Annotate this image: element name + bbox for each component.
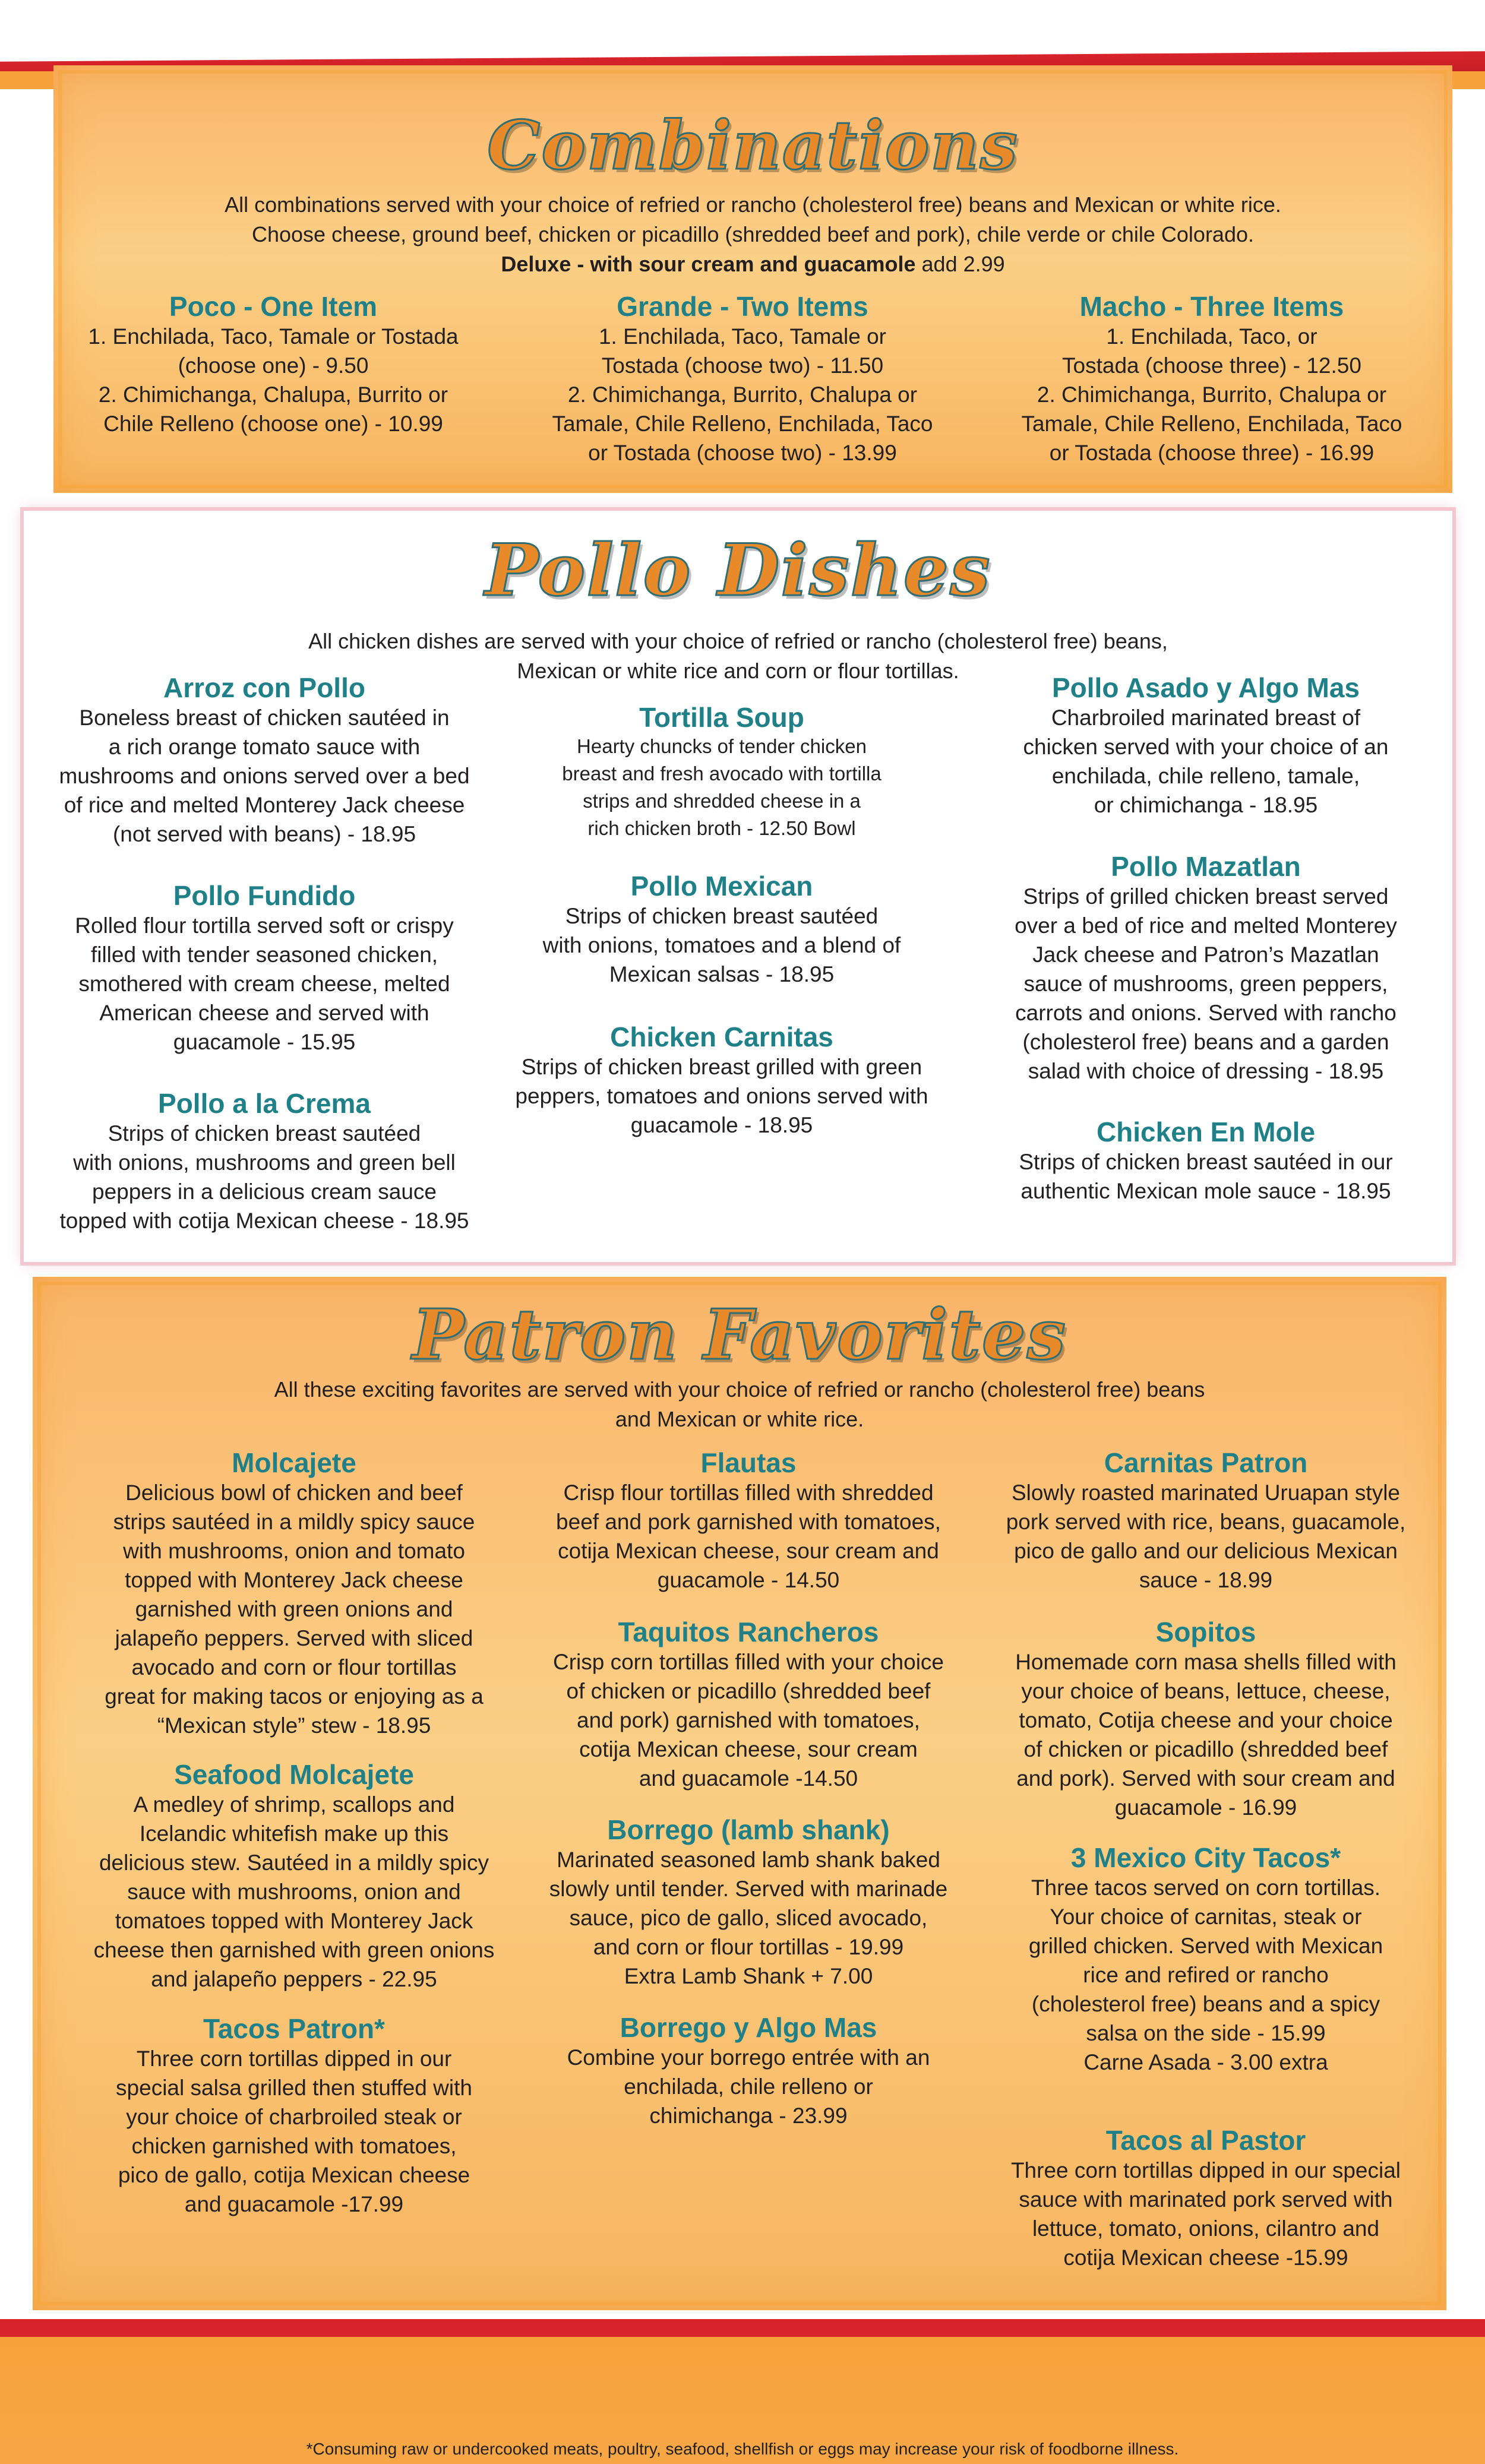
- item-title: Chicken En Mole: [1096, 1116, 1316, 1147]
- item-title: Macho - Three Items: [1079, 291, 1344, 322]
- item-desc: Extra Lamb Shank + 7.00: [624, 1964, 873, 1988]
- item-desc: Tostada (choose three) - 12.50: [1062, 353, 1361, 378]
- item-title: Grande - Two Items: [617, 291, 868, 322]
- favorites-title: Patron Favorites: [412, 1295, 1067, 1375]
- item-title: Seafood Molcajete: [174, 1759, 414, 1790]
- item-desc: garnished with green onions and: [135, 1597, 453, 1621]
- item-desc: Three corn tortillas dipped in our: [136, 2047, 452, 2071]
- item-desc: cotija Mexican cheese -15.99: [1063, 2245, 1348, 2270]
- item-desc: A medley of shrimp, scallops and: [133, 1792, 455, 1817]
- item-desc: Strips of chicken breast sautéed: [565, 904, 879, 928]
- item-desc: Boneless breast of chicken sautéed in: [79, 706, 450, 730]
- item-desc: great for making tacos or enjoying as a: [105, 1684, 484, 1709]
- item-title: Pollo Fundido: [173, 880, 356, 911]
- item-desc: grilled chicken. Served with Mexican: [1028, 1934, 1383, 1958]
- item-desc: avocado and corn or flour tortillas: [131, 1655, 457, 1679]
- menu-item-flautas: [523, 1447, 974, 1595]
- menu-item-pollo-mazatlan: [974, 851, 1437, 1086]
- menu-item-tacos-patron: [48, 2013, 541, 2219]
- item-desc: or Tostada (choose two) - 13.99: [588, 441, 897, 465]
- item-desc: 1. Enchilada, Taco, Tamale or: [598, 324, 887, 349]
- menu-item-pollo-asado: [974, 672, 1437, 820]
- item-desc: 1. Enchilada, Taco, Tamale or Tostada: [88, 324, 459, 349]
- item-desc: Marinated seasoned lamb shank baked: [557, 1848, 940, 1872]
- item-desc: chicken garnished with tomatoes,: [131, 2134, 457, 2158]
- foodborne-illness-footnote: *Consuming raw or undercooked meats, poultry, seafood, shellfish or eggs may increase your risk of foodborne illness.: [306, 2440, 1179, 2458]
- menu-item-carnitas-patron: [974, 1447, 1437, 1595]
- item-desc: rice and refired or rancho: [1083, 1963, 1329, 1987]
- item-desc: (not served with beans) - 18.95: [112, 822, 416, 846]
- item-title: Pollo Mexican: [630, 871, 813, 902]
- menu-item-grande: [517, 291, 968, 467]
- item-desc: “Mexican style” stew - 18.95: [157, 1713, 431, 1738]
- item-desc: 1. Enchilada, Taco, or: [1106, 324, 1317, 349]
- menu-item-molcajete: [48, 1447, 541, 1740]
- menu-item-poco: [65, 291, 481, 438]
- item-desc: beef and pork garnished with tomatoes,: [556, 1510, 941, 1534]
- item-desc: with mushrooms, onion and tomato: [123, 1539, 465, 1563]
- combinations-deluxe: [53, 249, 1452, 279]
- item-desc: Strips of grilled chicken breast served: [1023, 884, 1389, 909]
- item-desc: sauce with mushrooms, onion and: [127, 1880, 461, 1904]
- item-desc: (choose one) - 9.50: [178, 353, 369, 378]
- item-title: Sopitos: [1155, 1617, 1256, 1647]
- item-desc: and guacamole -14.50: [639, 1766, 858, 1791]
- item-desc: Icelandic whitefish make up this: [139, 1821, 449, 1846]
- menu-item-chicken-en-mole: [974, 1116, 1437, 1206]
- item-desc: your choice of charbroiled steak or: [126, 2105, 462, 2129]
- item-desc: 2. Chimichanga, Burrito, Chalupa or: [1037, 382, 1387, 407]
- item-desc: Homemade corn masa shells filled with: [1015, 1650, 1396, 1674]
- item-desc: of rice and melted Monterey Jack cheese: [64, 793, 465, 817]
- item-desc: filled with tender seasoned chicken,: [90, 942, 438, 967]
- item-title: Tacos Patron*: [203, 2013, 385, 2044]
- menu-item-tacos-al-pastor: [974, 2125, 1437, 2272]
- item-title: Borrego y Algo Mas: [620, 2012, 877, 2043]
- item-title: Molcajete: [232, 1447, 356, 1478]
- item-desc: Tostada (choose two) - 11.50: [601, 353, 884, 378]
- menu-item-pollo-a-la-crema: [30, 1088, 499, 1235]
- item-title: Tacos al Pastor: [1105, 2125, 1306, 2156]
- item-desc: Tamale, Chile Relleno, Enchilada, Taco: [552, 412, 933, 436]
- favorites-intro-line1: All these exciting favorites are served with your choice of refried or rancho (cholesterol free) beans: [274, 1377, 1205, 1402]
- menu-item-borrego: [523, 1814, 974, 1991]
- item-desc: a rich orange tomato sauce with: [108, 735, 421, 759]
- item-desc: pico de gallo, cotija Mexican cheese: [118, 2163, 470, 2187]
- item-desc: Your choice of carnitas, steak or: [1050, 1905, 1362, 1929]
- menu-item-pollo-mexican: [511, 871, 933, 989]
- item-desc: guacamole - 14.50: [657, 1568, 840, 1592]
- menu-item-chicken-carnitas: [493, 1021, 950, 1140]
- item-desc: enchilada, chile relleno, tamale,: [1051, 764, 1360, 788]
- menu-item-arroz-con-pollo: [30, 672, 499, 849]
- item-desc: Three corn tortillas dipped in our special: [1010, 2158, 1401, 2183]
- item-desc: guacamole - 15.95: [173, 1030, 356, 1054]
- menu-item-mexico-city-tacos: [974, 1842, 1437, 2077]
- item-desc: of chicken or picadillo (shredded beef: [566, 1679, 931, 1703]
- item-desc: with onions, tomatoes and a blend of: [542, 933, 901, 957]
- item-desc: chimichanga - 23.99: [649, 2104, 848, 2128]
- menu-item-borrego-y-algo-mas: [523, 2012, 974, 2130]
- menu-item-macho: [986, 291, 1437, 467]
- item-desc: or chimichanga - 18.95: [1094, 793, 1318, 817]
- item-title: Pollo Mazatlan: [1111, 851, 1301, 882]
- item-title: Pollo Asado y Algo Mas: [1052, 672, 1360, 703]
- combinations-title: Combinations: [487, 107, 1019, 185]
- item-desc: Strips of chicken breast sautéed in our: [1019, 1150, 1393, 1174]
- item-desc: topped with cotija Mexican cheese - 18.95: [59, 1209, 469, 1233]
- menu-item-sopitos: [974, 1617, 1437, 1822]
- item-desc: cotija Mexican cheese, sour cream and: [558, 1539, 939, 1563]
- item-desc: and guacamole -17.99: [184, 2192, 404, 2216]
- item-title: Pollo a la Crema: [158, 1088, 371, 1119]
- item-desc: smothered with cream cheese, melted: [78, 972, 450, 996]
- item-desc: mushrooms and onions served over a bed: [59, 764, 470, 788]
- item-desc: Tamale, Chile Relleno, Enchilada, Taco: [1021, 412, 1402, 436]
- item-title: Borrego (lamb shank): [607, 1814, 890, 1845]
- item-title: Taquitos Rancheros: [618, 1617, 879, 1647]
- item-desc: and pork). Served with sour cream and: [1016, 1766, 1395, 1791]
- item-desc: and pork) garnished with tomatoes,: [577, 1708, 920, 1732]
- item-desc: cotija Mexican cheese, sour cream: [579, 1737, 918, 1761]
- item-desc: topped with Monterey Jack cheese: [125, 1568, 463, 1592]
- item-desc: sauce, pico de gallo, sliced avocado,: [569, 1906, 928, 1930]
- item-title: Chicken Carnitas: [610, 1021, 833, 1052]
- item-desc: Carne Asada - 3.00 extra: [1083, 2050, 1328, 2074]
- item-desc: Mexican salsas - 18.95: [609, 962, 835, 986]
- item-desc: Hearty chuncks of tender chicken: [577, 735, 867, 757]
- item-desc: Rolled flour tortilla served soft or crispy: [75, 913, 454, 938]
- item-desc: sauce with marinated pork served with: [1019, 2187, 1393, 2212]
- item-desc: Slowly roasted marinated Uruapan style: [1012, 1481, 1400, 1505]
- item-title: Arroz con Pollo: [163, 672, 365, 703]
- item-desc: sauce - 18.99: [1139, 1568, 1273, 1592]
- item-desc: breast and fresh avocado with tortilla: [562, 763, 881, 785]
- menu-item-tortilla-soup: [511, 702, 933, 842]
- item-desc: strips and shredded cheese in a: [583, 790, 861, 812]
- item-desc: salad with choice of dressing - 18.95: [1028, 1059, 1384, 1083]
- item-desc: special salsa grilled then stuffed with: [116, 2076, 472, 2100]
- item-desc: (cholesterol free) beans and a spicy: [1031, 1992, 1380, 2016]
- item-title: Tortilla Soup: [639, 702, 804, 733]
- item-desc: (cholesterol free) beans and a garden: [1022, 1030, 1389, 1054]
- deluxe-label: Deluxe - with sour cream and guacamole: [501, 252, 916, 276]
- bottom-red-stripe: [0, 2319, 1485, 2337]
- item-desc: pico de gallo and our delicious Mexican: [1014, 1539, 1398, 1563]
- item-desc: lettuce, tomato, onions, cilantro and: [1032, 2216, 1380, 2241]
- item-desc: chicken served with your choice of an: [1023, 735, 1389, 759]
- favorites-intro-line2: and Mexican or white rice.: [615, 1407, 864, 1431]
- item-desc: guacamole - 16.99: [1114, 1795, 1297, 1820]
- item-title: Carnitas Patron: [1104, 1447, 1308, 1478]
- favorites-intro: [33, 1375, 1446, 1434]
- combinations-intro-line2: Choose cheese, ground beef, chicken or picadillo (shredded beef and pork), chile verde or chile Colorado.: [251, 222, 1254, 246]
- item-desc: Crisp flour tortillas filled with shredded: [563, 1481, 934, 1505]
- combinations-intro-line1: All combinations served with your choice of refried or rancho (cholesterol free) beans and Mexican or white rice.: [225, 192, 1281, 217]
- item-desc: American cheese and served with: [99, 1001, 429, 1025]
- item-desc: 2. Chimichanga, Chalupa, Burrito or: [98, 382, 448, 407]
- item-desc: your choice of beans, lettuce, cheese,: [1021, 1679, 1391, 1703]
- item-desc: enchilada, chile relleno or: [624, 2074, 873, 2099]
- item-desc: and jalapeño peppers - 22.95: [151, 1967, 437, 1991]
- item-desc: or Tostada (choose three) - 16.99: [1049, 441, 1375, 465]
- item-desc: sauce of mushrooms, green peppers,: [1023, 972, 1388, 996]
- item-desc: Strips of chicken breast grilled with green: [521, 1055, 922, 1079]
- item-desc: tomato, Cotija cheese and your choice: [1019, 1708, 1393, 1732]
- item-desc: Strips of chicken breast sautéed: [108, 1121, 421, 1146]
- pollo-title: Pollo Dishes: [485, 529, 991, 612]
- deluxe-price: add 2.99: [915, 252, 1005, 276]
- item-title: Flautas: [700, 1447, 797, 1478]
- item-title: 3 Mexico City Tacos*: [1070, 1842, 1341, 1873]
- item-desc: Charbroiled marinated breast of: [1051, 706, 1361, 730]
- item-title: Poco - One Item: [169, 291, 378, 322]
- item-desc: carrots and onions. Served with rancho: [1015, 1001, 1396, 1025]
- item-desc: cheese then garnished with green onions: [93, 1938, 495, 1962]
- combinations-intro: [53, 190, 1452, 279]
- menu-item-taquitos-rancheros: [523, 1617, 974, 1793]
- item-desc: delicious stew. Sautéed in a mildly spicy: [99, 1851, 489, 1875]
- item-desc: peppers, tomatoes and onions served with: [515, 1084, 928, 1108]
- item-desc: and corn or flour tortillas - 19.99: [593, 1935, 904, 1959]
- item-desc: Crisp corn tortillas filled with your choice: [552, 1650, 944, 1674]
- item-desc: strips sautéed in a mildly spicy sauce: [113, 1510, 475, 1534]
- item-desc: slowly until tender. Served with marinade: [549, 1877, 948, 1901]
- pollo-intro-line2: Mexican or white rice and corn or flour tortillas.: [517, 659, 959, 683]
- item-desc: 2. Chimichanga, Burrito, Chalupa or: [567, 382, 918, 407]
- item-desc: jalapeño peppers. Served with sliced: [115, 1626, 473, 1650]
- item-desc: pork served with rice, beans, guacamole,: [1006, 1510, 1406, 1534]
- item-desc: peppers in a delicious cream sauce: [92, 1179, 437, 1204]
- item-desc: with onions, mushrooms and green bell: [73, 1150, 456, 1175]
- item-desc: Delicious bowl of chicken and beef: [125, 1481, 463, 1505]
- menu-item-pollo-fundido: [30, 880, 499, 1057]
- item-desc: over a bed of rice and melted Monterey: [1015, 913, 1397, 938]
- item-desc: Jack cheese and Patron’s Mazatlan: [1032, 942, 1379, 967]
- item-desc: Chile Relleno (choose one) - 10.99: [103, 412, 443, 436]
- item-desc: guacamole - 18.95: [630, 1113, 813, 1137]
- item-desc: authentic Mexican mole sauce - 18.95: [1020, 1179, 1391, 1203]
- item-desc: Combine your borrego entrée with an: [567, 2045, 930, 2070]
- item-desc: rich chicken broth - 12.50 Bowl: [587, 817, 856, 839]
- item-desc: tomatoes topped with Monterey Jack: [115, 1909, 473, 1933]
- item-desc: of chicken or picadillo (shredded beef: [1023, 1737, 1388, 1761]
- menu-item-seafood-molcajete: [48, 1759, 541, 1994]
- item-desc: salsa on the side - 15.99: [1086, 2021, 1326, 2045]
- pollo-intro-line1: All chicken dishes are served with your choice of refried or rancho (cholesterol free) beans,: [308, 629, 1168, 653]
- item-desc: Three tacos served on corn tortillas.: [1031, 1875, 1381, 1900]
